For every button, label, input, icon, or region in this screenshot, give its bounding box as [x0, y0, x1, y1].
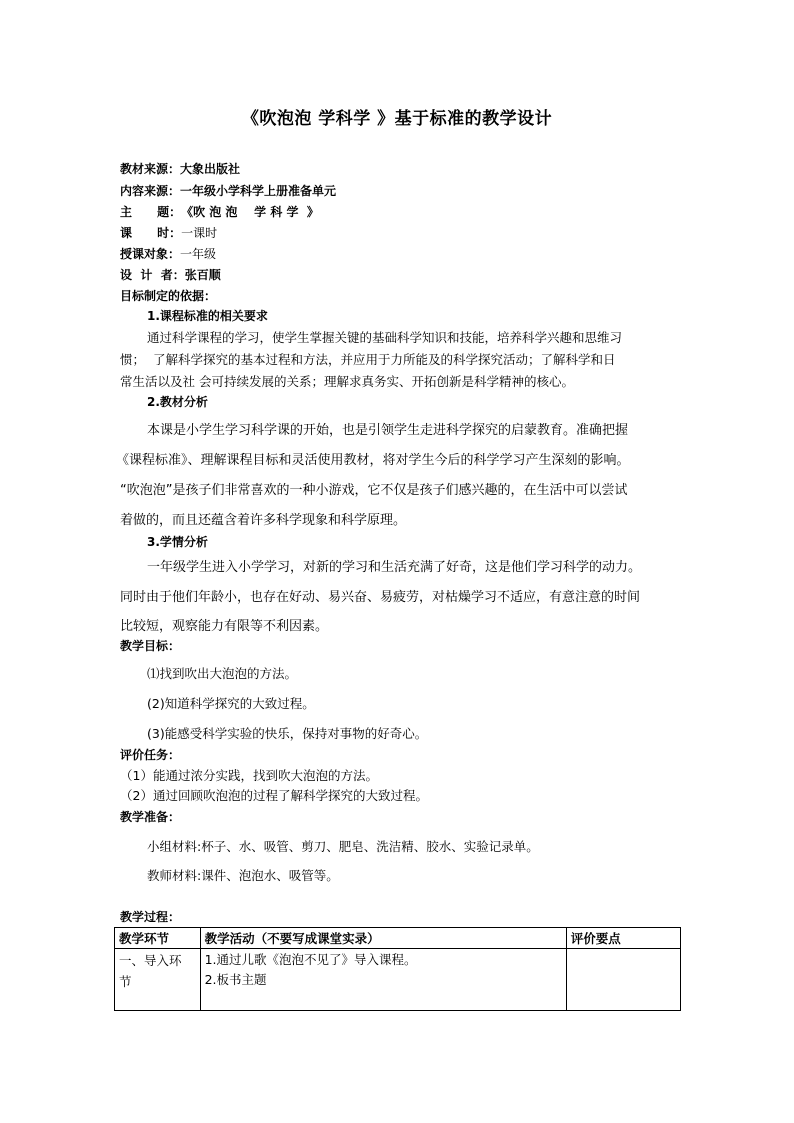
- meta-audience: [120, 245, 216, 262]
- meta-value: 《吹 泡 泡 学 科 学 》: [181, 205, 319, 219]
- paragraph-line: 常生活以及社 会可持续发展的关系；理解求真务实、开拓创新是科学精神的核心。: [120, 374, 574, 389]
- prep-item: 小组材料:杯子、水、吸管、剪刀、肥皂、洗洁精、胶水、实验记录单。: [147, 839, 539, 854]
- paragraph-line: 比较短，观察能力有限等不利因素。: [120, 619, 329, 634]
- column-header-stage: 教学环节: [115, 928, 201, 949]
- tasks-heading: 评价任务：: [120, 748, 181, 762]
- meta-designer: [120, 266, 221, 283]
- meta-value: 张百顺: [184, 268, 221, 282]
- meta-label: 设 计 者：: [120, 268, 185, 282]
- goal-item: (2)知道科学探究的大致过程。: [147, 696, 315, 711]
- paragraph-line: 通过科学课程的学习，使学生掌握关键的基础科学知识和技能，培养科学兴趣和思维习: [147, 330, 623, 345]
- activity-text: 1.通过儿歌《泡泡不见了》导入课程。: [204, 952, 417, 967]
- task-item: （1）能通过浓分实践，找到吹大泡泡的方法。: [120, 768, 378, 783]
- meta-source-publisher: [120, 160, 240, 177]
- paragraph-line: 本课是小学生学习科学课的开始，也是引领学生走进科学探究的启蒙教育。准确把握: [147, 423, 629, 438]
- meta-theme: [120, 203, 319, 220]
- meta-content-source: [120, 182, 336, 199]
- meta-value: 大象出版社: [180, 162, 241, 176]
- process-table: [114, 927, 681, 1011]
- paragraph-line: 惯； 了解科学探究的基本过程和方法，并应用于力所能及的科学探究活动；了解科学和日: [120, 352, 616, 367]
- meta-label: 课 时：: [120, 226, 182, 240]
- meta-value: 一课时: [181, 226, 218, 240]
- stage-text: 节: [119, 974, 132, 989]
- process-heading: 教学过程：: [120, 910, 181, 924]
- goal-item: (3)能感受科学实验的快乐，保持对事物的好奇心。: [147, 726, 428, 741]
- section-standards-heading: 1.课程标准的相关要求: [147, 309, 268, 323]
- prep-heading: 教学准备：: [120, 810, 181, 824]
- stage-cell: [115, 949, 201, 1011]
- column-header-evaluation: 评价要点: [566, 928, 680, 949]
- activity-text: 2.板书主题: [204, 972, 267, 987]
- goal-item: ⑴找到吹出大泡泡的方法。: [147, 666, 298, 681]
- evaluation-cell: [566, 949, 680, 1011]
- meta-value: 一年级小学科学上册准备单元: [180, 184, 337, 198]
- basis-heading: 目标制定的依据：: [120, 289, 217, 303]
- paragraph-line: 着做的，而且还蕴含着许多科学现象和科学原理。: [120, 513, 407, 528]
- paragraph-line: 一年级学生进入小学学习，对新的学习和生活充满了好奇，这是他们学习科学的动力。: [147, 560, 642, 575]
- prep-item: 教师材料:课件、泡泡水、吸管等。: [147, 868, 339, 883]
- activity-cell: [200, 949, 566, 1011]
- column-header-activity: 教学活动（不要写成课堂实录）: [200, 928, 566, 949]
- stage-text: 一、导入环: [119, 953, 182, 968]
- task-item: （2）通过回顾吹泡泡的过程了解科学探究的大致过程。: [120, 788, 428, 803]
- section-learner-heading: 3.学情分析: [147, 535, 208, 549]
- meta-period: [120, 224, 217, 241]
- meta-label: 教材来源：: [120, 162, 181, 176]
- table-row: [115, 949, 681, 1011]
- meta-value: 一年级: [180, 247, 217, 261]
- meta-label: 内容来源：: [120, 184, 181, 198]
- paragraph-line: 《课程标准》、理解课程目标和灵活使用教材，将对学生今后的科学学习产生深刻的影响。: [116, 453, 630, 468]
- document-title: 《吹泡泡 学科学 》基于标准的教学设计: [241, 109, 553, 129]
- meta-label: 授课对象：: [120, 247, 181, 261]
- paragraph-line: “吹泡泡”是孩子们非常喜欢的一种小游戏，它不仅是孩子们感兴趣的，在生活中可以尝试: [120, 483, 628, 498]
- goals-heading: 教学目标：: [120, 639, 181, 653]
- table-header-row: [115, 928, 681, 949]
- paragraph-line: 同时由于他们年龄小，也存在好动、易兴奋、易疲劳，对枯燥学习不适应，有意注意的时间: [120, 590, 641, 605]
- meta-label: 主 题：: [120, 205, 182, 219]
- section-material-heading: 2.教材分析: [147, 395, 208, 409]
